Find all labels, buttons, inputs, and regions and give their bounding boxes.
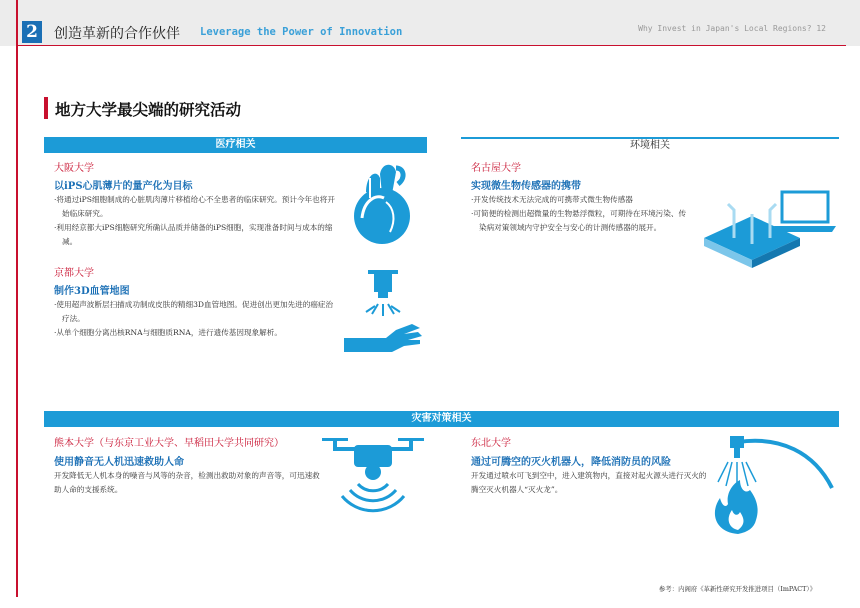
sensor-laptop-icon [700,180,840,280]
list-item: ·使用超声波断层扫描成功制成皮肤的精细3D血管地图。促进创出更加先进的癌症治疗法。 [54,300,334,323]
text-kumamoto: 开发降低无人机本身的噪音与风等的杂音，检测出救助对象的声音等，可迅速救助人命的支援系统。 [54,471,320,494]
scanner-hand-icon [342,268,424,364]
project-tohoku: 通过可腾空的灭火机器人，降低消防员的风险 [471,457,671,468]
drone-icon [318,432,428,522]
title-marker [44,97,48,119]
university-nagoya: 名古屋大学 [471,163,521,174]
bullets-osaka [54,193,336,249]
section-medical: 医疗相关 [44,137,427,153]
header-rule [16,45,846,46]
list-item: ·开发传统技术无法完成的可携带式微生物传感器 [471,195,633,204]
project-kyoto: 制作3D血管地图 [54,286,130,297]
list-item: ·利用经京都大iPS细胞研究所确认品质并储备的iPS细胞，实现准备时间与成本的缩减。 [54,223,333,246]
text-tohoku: 开发通过喷水可飞到空中，进入建筑物内，直接对起火源头进行灭火的腾空灭火机器人“灭火龙”。 [471,471,707,494]
chapter-title-jp: 创造革新的合作伙伴 [54,26,180,42]
page-reference: Why Invest in Japan's Local Regions? 12 [638,24,826,33]
project-osaka: 以iPS心肌薄片的量产化为目标 [54,181,193,192]
section-disaster: 灾害对策相关 [44,411,839,427]
footnote: 参考：内阁府《革新性研究开发推进项目（ImPACT）》 [658,585,816,593]
page-title: 地方大学最尖端的研究活动 [55,100,242,119]
heart-icon [346,158,418,248]
project-nagoya: 实现微生物传感器的携带 [471,181,581,192]
fire-hose-icon [710,432,836,536]
university-kumamoto: 熊本大学（与东京工业大学、早稻田大学共同研究） [54,438,284,449]
left-rule [16,0,18,597]
university-osaka: 大阪大学 [54,163,94,174]
list-item: ·从单个细胞分离出核RNA与细胞质RNA，进行遗传基因现象解析。 [54,328,282,337]
project-kumamoto: 使用静音无人机迅速救助人命 [54,457,184,468]
university-kyoto: 京都大学 [54,268,94,279]
university-tohoku: 东北大学 [471,438,511,449]
list-item: ·可简便的检测出超微量的生物悬浮微粒，可期待在环境污染、传染病对策领域内守护安全与安心的计测传感器的展开。 [471,209,687,232]
bullets-nagoya [471,193,693,235]
chapter-title-en: Leverage the Power of Innovation [200,26,403,38]
section-environment: 环境相关 [461,139,839,153]
list-item: ·将通过iPS细胞制成的心脏肌肉薄片移植给心不全患者的临床研究。预计今年也将开始临床研究。 [54,195,335,218]
bullets-kyoto [54,298,336,340]
chapter-number: 2 [22,21,42,43]
